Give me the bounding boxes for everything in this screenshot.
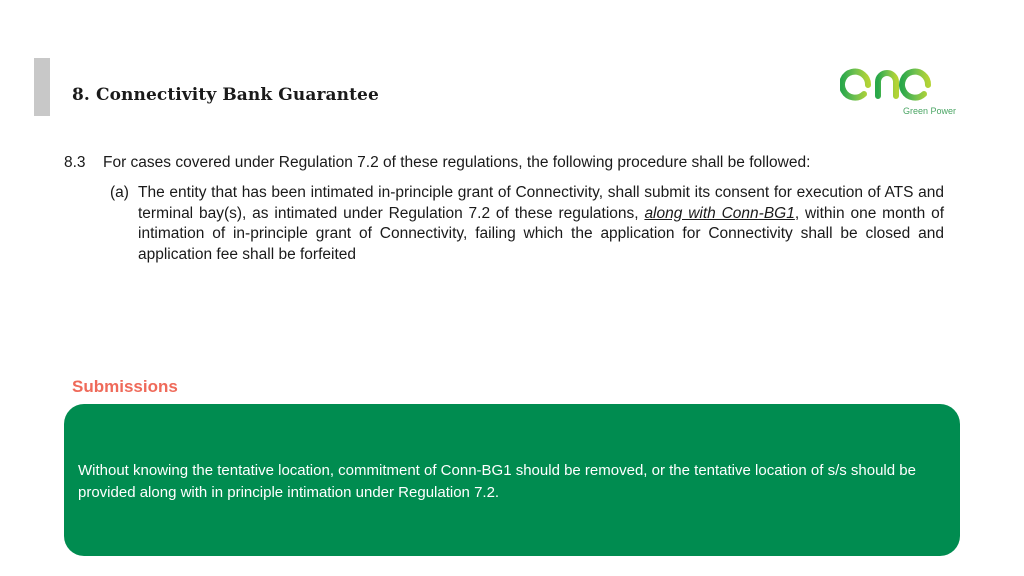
logo-subtitle: Green Power	[903, 106, 957, 116]
submissions-heading: Submissions	[72, 377, 178, 396]
clause-number: 8.3	[64, 154, 86, 171]
sub-clause-emphasis: along with Conn-BG1	[644, 204, 795, 222]
sub-clause-text	[138, 183, 944, 265]
submissions-box	[64, 404, 960, 556]
submissions-body: Without knowing the tentative location, commitment of Conn-BG1 should be removed, or the tentative location of s/s should be provided along with in principle intimation under Regulation 7.2.	[78, 462, 916, 501]
clause-text: For cases covered under Regulation 7.2 of these regulations, the following procedure shall be followed:	[103, 154, 811, 171]
sub-clause-text-after: , within one month of intimation of in-principle grant of Connectivity, failing which the application for Connectivity shall be closed and application fee shall be forfeited	[138, 204, 944, 263]
page-title: 8. Connectivity Bank Guarantee	[72, 85, 379, 105]
sub-clause-label: (a)	[110, 184, 129, 201]
sub-clause-text-before: The entity that has been intimated in-principle grant of Connectivity, shall submit its consent for execution of ATS and terminal bay(s), as intimated under Regulation 7.2 of these regulations,	[138, 184, 944, 222]
title-accent-bar	[34, 58, 50, 116]
